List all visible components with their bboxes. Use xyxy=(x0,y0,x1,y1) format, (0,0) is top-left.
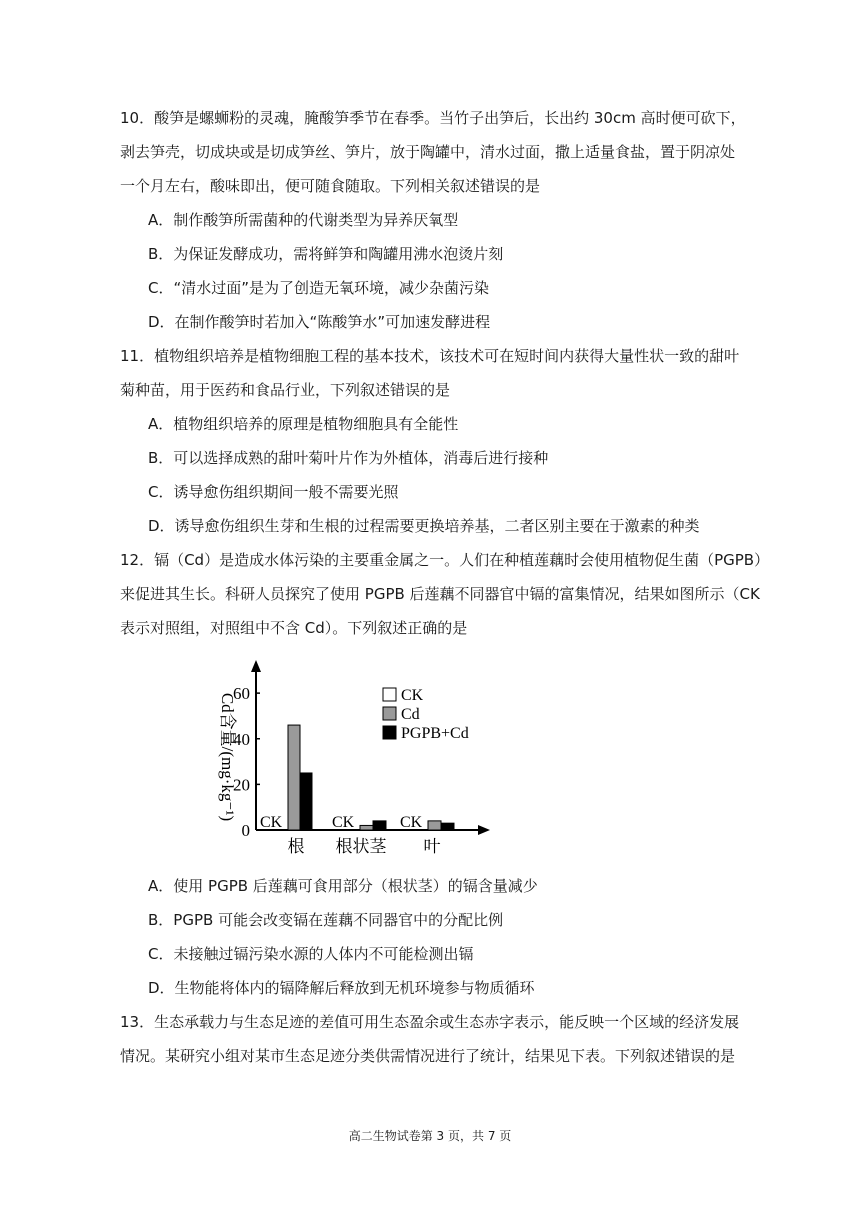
category-label: 叶 xyxy=(423,837,441,856)
q10-option-a: A．制作酸笋所需菌种的代谢类型为异养厌氧型 xyxy=(148,211,459,229)
legend-label: Cd xyxy=(401,706,420,723)
ck-label: CK xyxy=(332,814,355,831)
legend-label: CK xyxy=(401,687,424,704)
chart-legend xyxy=(383,687,469,742)
q10-stem-line-1: 10．酸笋是螺蛳粉的灵魂，腌酸笋季节在春季。当竹子出笋后，长出约 30cm 高时便可砍下， xyxy=(120,109,746,127)
q10-option-d: D．在制作酸笋时若加入“陈酸笋水”可加速发酵进程 xyxy=(148,313,491,331)
q11-option-b: B．可以选择成熟的甜叶菊叶片作为外植体，消毒后进行接种 xyxy=(148,449,549,467)
bar-cd xyxy=(288,725,300,830)
legend-label: PGPB+Cd xyxy=(401,725,469,742)
q12-stem-line-3: 表示对照组，对照组中不含 Cd）。下列叙述正确的是 xyxy=(120,619,468,637)
y-axis-arrow xyxy=(251,660,261,672)
q12-option-d: D．生物能将体内的镉降解后释放到无机环境参与物质循环 xyxy=(148,979,535,997)
q11-option-a: A．植物组织培养的原理是植物细胞具有全能性 xyxy=(148,415,459,433)
bar-cd xyxy=(428,821,441,830)
q11-stem-line-1: 11．植物组织培养是植物细胞工程的基本技术，该技术可在短时间内获得大量性状一致的甜叶 xyxy=(120,347,740,365)
bar-pgpb-cd xyxy=(300,773,312,830)
q10-option-b: B．为保证发酵成功，需将鲜笋和陶罐用沸水泡烫片刻 xyxy=(148,245,504,263)
q11-option-d: D．诱导愈伤组织生芽和生根的过程需要更换培养基，二者区别主要在于激素的种类 xyxy=(148,517,700,535)
category-label: 根状茎 xyxy=(335,837,387,856)
category-label: 根 xyxy=(287,837,305,856)
q12-option-a: A．使用 PGPB 后莲藕可食用部分（根状茎）的镉含量减少 xyxy=(148,877,538,895)
q10-stem-line-3: 一个月左右，酸味即出，便可随食随取。下列相关叙述错误的是 xyxy=(120,177,541,195)
y-tick-label: 0 xyxy=(241,821,250,840)
q12-stem-line-1: 12．镉（Cd）是造成水体污染的主要重金属之一。人们在种植莲藕时会使用植物促生菌（PGPB） xyxy=(120,551,770,569)
x-axis-arrow xyxy=(478,825,490,835)
q10-stem-line-2: 剥去笋壳，切成块或是切成笋丝、笋片，放于陶罐中，清水过面，撒上适量食盐，置于阴凉处 xyxy=(120,143,736,161)
ck-label: CK xyxy=(400,814,423,831)
y-axis-label: Cd含量/(mg·kg⁻¹) xyxy=(218,692,237,822)
page-footer: 高二生物试卷第 3 页，共 7 页 xyxy=(348,1129,512,1143)
q13-stem-line-2: 情况。某研究小组对某市生态足迹分类供需情况进行了统计，结果见下表。下列叙述错误的是 xyxy=(120,1047,736,1065)
category-labels xyxy=(260,814,441,856)
q11-option-c: C．诱导愈伤组织期间一般不需要光照 xyxy=(148,483,399,501)
bar-cd xyxy=(360,825,373,830)
legend-swatch xyxy=(383,707,396,720)
q11-stem-line-2: 菊种苗，用于医药和食品行业，下列叙述错误的是 xyxy=(120,381,451,399)
legend-swatch xyxy=(383,688,396,701)
q12-stem-line-2: 来促进其生长。科研人员探究了使用 PGPB 后莲藕不同器官中镉的富集情况，结果如图所示（CK xyxy=(120,585,760,603)
q12-option-c: C．未接触过镉污染水源的人体内不可能检测出镉 xyxy=(148,945,474,963)
ck-label: CK xyxy=(260,814,283,831)
y-tick-label: 20 xyxy=(233,775,250,795)
cd-bar-chart xyxy=(200,650,500,860)
q12-option-b: B．PGPB 可能会改变镉在莲藕不同器官中的分配比例 xyxy=(148,911,504,929)
bar-pgpb-cd xyxy=(441,823,454,830)
bar-pgpb-cd xyxy=(373,821,386,830)
legend-swatch xyxy=(383,726,396,739)
q13-stem-line-1: 13．生态承载力与生态足迹的差值可用生态盈余或生态赤字表示，能反映一个区域的经济发展 xyxy=(120,1013,740,1031)
q10-option-c: C．“清水过面”是为了创造无氧环境，减少杂菌污染 xyxy=(148,279,490,297)
y-tick-label: 40 xyxy=(233,729,250,749)
y-tick-label: 60 xyxy=(233,684,250,704)
chart-axes xyxy=(251,660,490,835)
